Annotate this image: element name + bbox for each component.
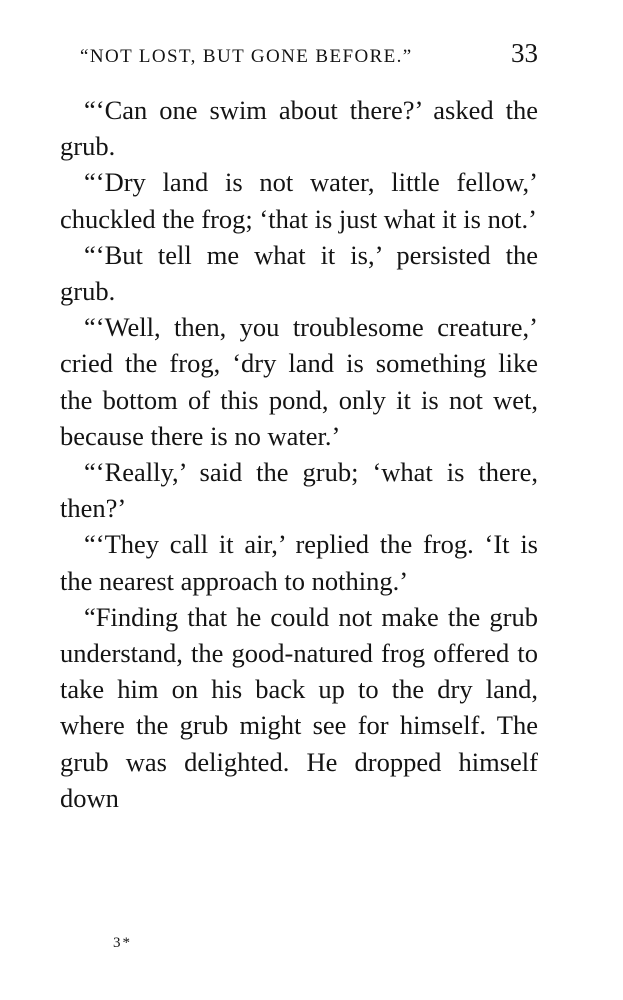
- paragraph-frog-offer: “Finding that he could not make the grub understand, the good-natured frog offered to take him on his back up to the dry land, where the grub might see for himself. The grub was delighted. He dropped himself down: [60, 601, 538, 813]
- paragraph-dry-land: “‘Dry land is not water, little fellow,’ chuckled the frog; ‘that is just what it is not.’: [60, 167, 538, 234]
- paragraph-frog-explains: “‘Well, then, you troublesome creature,’ cried the frog, ‘dry land is something like the bottom of this pond, only it is not wet, because there is no water.’: [60, 312, 538, 451]
- paragraph-air: “‘They call it air,’ replied the frog. ‘It is the nearest approach to nothing.’: [60, 529, 538, 596]
- paragraph-really: “‘Really,’ said the grub; ‘what is there, then?’: [60, 457, 538, 524]
- signature-mark: 3*: [113, 935, 132, 951]
- running-head: [60, 36, 538, 76]
- running-title: “NOT LOST, BUT GONE BEFORE.”: [80, 46, 413, 67]
- paragraph-tell-me: “‘But tell me what it is,’ persisted the grub.: [60, 239, 538, 307]
- paragraph-swim-question: “‘Can one swim about there?’ asked the grub.: [60, 95, 538, 162]
- page-number: 33: [511, 38, 538, 68]
- body-text: [60, 92, 538, 816]
